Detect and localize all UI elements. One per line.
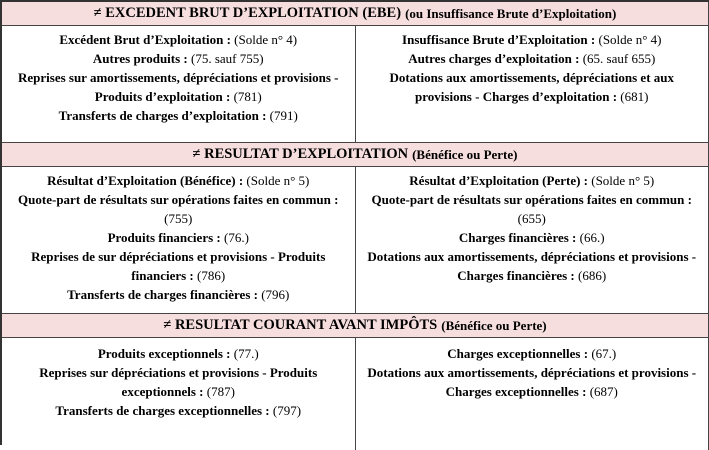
right-column — [356, 167, 709, 313]
section-title: ≠ RESULTAT D’EXPLOITATION — [193, 146, 409, 163]
line-item — [10, 68, 347, 106]
account-code: (797) — [273, 403, 301, 418]
section-header-ebe — [2, 2, 709, 26]
line-item — [10, 285, 347, 304]
line-label: Charges exceptionnelles : — [447, 346, 588, 361]
account-code: (787) — [207, 384, 235, 399]
line-label: Produits financiers : — [108, 230, 221, 245]
line-item — [10, 171, 347, 190]
account-code: (67.) — [591, 346, 616, 361]
section-subtitle: (Bénéfice ou Perte) — [412, 147, 517, 163]
left-column — [2, 338, 356, 450]
line-item — [10, 190, 347, 228]
account-code: (791) — [270, 108, 298, 123]
line-item — [10, 30, 347, 49]
account-code: (Solde n° 5) — [591, 173, 654, 188]
section-body-resultat-exploitation — [2, 167, 709, 314]
line-item — [364, 49, 701, 68]
line-item — [364, 30, 701, 49]
line-label: Autres charges d’exploitation : — [408, 51, 579, 66]
line-label: Charges financières : — [459, 230, 576, 245]
line-item — [364, 68, 701, 106]
right-column — [356, 338, 709, 450]
line-item — [364, 171, 701, 190]
line-item — [364, 247, 701, 285]
account-code: (77.) — [234, 346, 259, 361]
line-item — [10, 247, 347, 285]
line-item — [10, 344, 347, 363]
line-label: Résultat d’Exploitation (Perte) : — [409, 173, 588, 188]
section-header-resultat-courant — [2, 314, 709, 338]
section-body-resultat-courant — [2, 338, 709, 450]
line-item — [10, 228, 347, 247]
line-label: Insuffisance Brute d’Exploitation : — [402, 32, 595, 47]
account-code: (786) — [197, 268, 225, 283]
account-code: (76.) — [224, 230, 249, 245]
account-code: (Solde n° 5) — [246, 173, 309, 188]
section-subtitle: (Bénéfice ou Perte) — [441, 318, 546, 334]
line-item — [10, 401, 347, 420]
line-label: Transferts de charges d’exploitation : — [59, 108, 267, 123]
line-label: Dotations aux amortissements, dépréciations et provisions - Charges exceptionnelles : — [367, 365, 696, 399]
account-code: (681) — [620, 89, 648, 104]
account-code: (65. sauf 655) — [583, 51, 656, 66]
line-item — [10, 363, 347, 401]
line-label: Dotations aux amortissements, dépréciations et aux provisions - Charges d’exploitation : — [389, 70, 674, 104]
account-code: (655) — [518, 211, 546, 226]
line-item — [10, 106, 347, 125]
line-item — [364, 228, 701, 247]
line-label: Quote-part de résultats sur opérations faites en commun : — [372, 192, 692, 207]
line-label: Produits exceptionnels : — [98, 346, 231, 361]
account-code: (686) — [578, 268, 606, 283]
line-label: Transferts de charges exceptionnelles : — [55, 403, 269, 418]
line-label: Excédent Brut d’Exploitation : — [59, 32, 231, 47]
right-column — [356, 26, 709, 142]
line-label: Quote-part de résultats sur opérations faites en commun : — [18, 192, 338, 207]
line-item — [364, 363, 701, 401]
account-code: (Solde n° 4) — [234, 32, 297, 47]
line-label: Autres produits : — [93, 51, 188, 66]
account-code: (687) — [590, 384, 618, 399]
line-label: Dotations aux amortissements, dépréciations et provisions - Charges financières : — [367, 249, 696, 283]
section-header-resultat-exploitation — [2, 143, 709, 167]
line-label: Reprises sur amortissements, dépréciations et provisions - Produits d’exploitation : — [18, 70, 339, 104]
line-label: Transferts de charges financières : — [67, 287, 258, 302]
account-code: (755) — [164, 211, 192, 226]
section-title: ≠ EXCEDENT BRUT D’EXPLOITATION (EBE) — [94, 5, 401, 22]
section-body-ebe — [2, 26, 709, 143]
left-column — [2, 26, 356, 142]
section-subtitle: (ou Insuffisance Brute d’Exploitation) — [405, 6, 616, 22]
account-code: (Solde n° 4) — [599, 32, 662, 47]
section-title: ≠ RESULTAT COURANT AVANT IMPÔTS — [163, 317, 437, 334]
line-item — [364, 190, 701, 228]
line-item — [10, 49, 347, 68]
left-column — [2, 167, 356, 313]
account-code: (781) — [234, 89, 262, 104]
line-label: Reprises de sur dépréciations et provisions - Produits financiers : — [31, 249, 325, 283]
line-label: Résultat d’Exploitation (Bénéfice) : — [47, 173, 243, 188]
line-item — [364, 344, 701, 363]
line-label: Reprises sur dépréciations et provisions - Produits exceptionnels : — [39, 365, 317, 399]
account-code: (66.) — [580, 230, 605, 245]
account-code: (796) — [261, 287, 289, 302]
account-code: (75. sauf 755) — [191, 51, 264, 66]
